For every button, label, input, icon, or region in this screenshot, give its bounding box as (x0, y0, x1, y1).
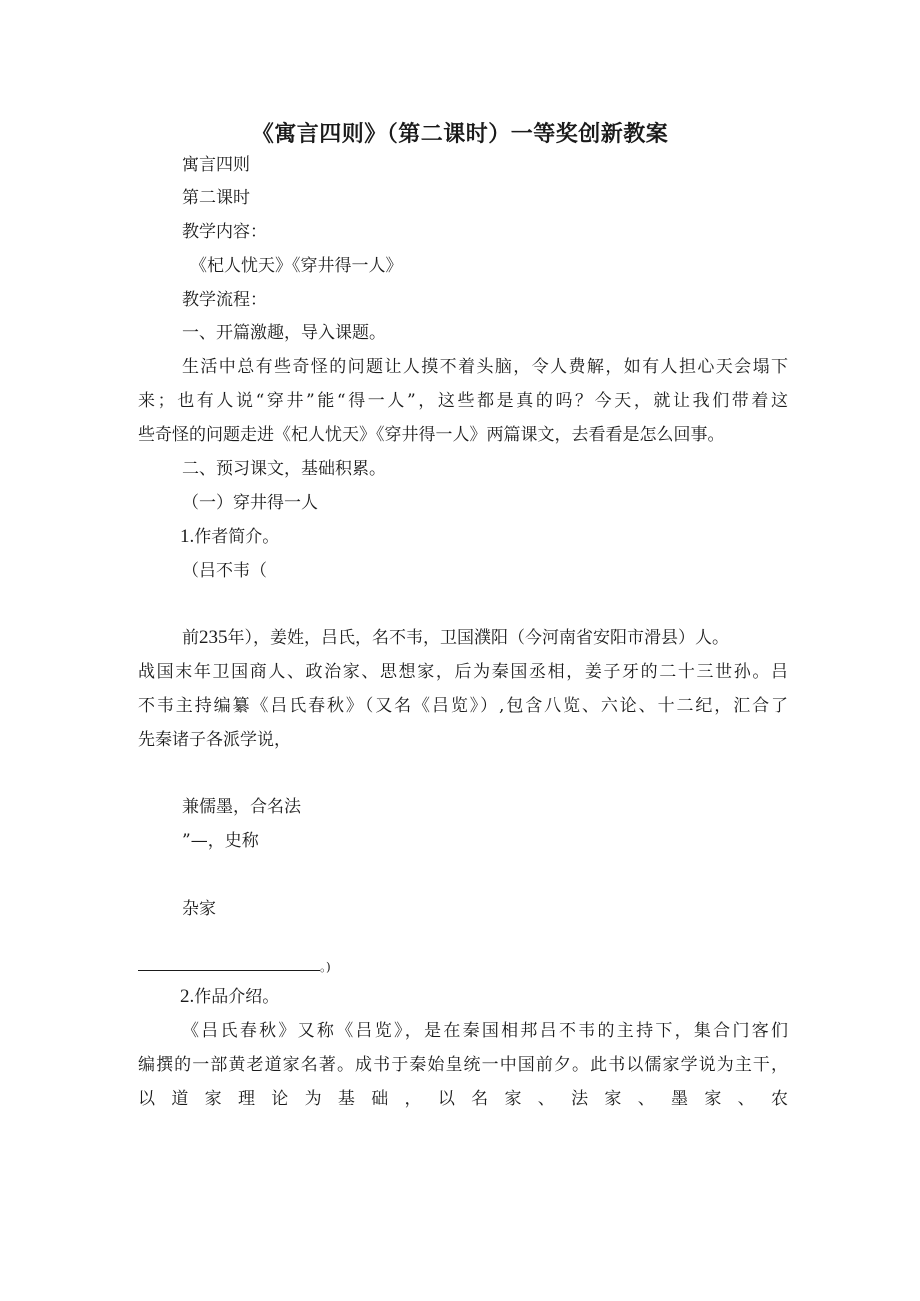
paragraph-author-line-3: 不韦主持编纂《吕氏春秋》（又名《吕览》）,包含八览、六论、十二纪，汇合了 (138, 696, 788, 716)
paragraph-work-line-2: 编撰的一部黄老道家名著。成书于秦始皇统一中国前夕。此书以儒家学说为主干， (138, 1055, 788, 1075)
item-heading-work (180, 986, 279, 1008)
fragment-line-2: ”—，史称 (182, 831, 259, 851)
heading-lesson-period: 第二课时 (182, 188, 250, 208)
item-label: 作者简介。 (194, 527, 280, 547)
heading-teaching-process: 教学流程： (182, 290, 267, 310)
heading-teaching-content: 教学内容： (182, 222, 267, 242)
paragraph-author-line-4: 先秦诸子各派学说， (138, 730, 291, 750)
fragment-line-3: 杂家 (182, 899, 216, 919)
text-fragment: 前 (182, 628, 199, 648)
blank-end-punctuation: 。) (320, 960, 331, 974)
section-heading-2: 二、预习课文，基础积累。 (182, 459, 386, 479)
paragraph-author-line-1 (182, 627, 729, 649)
year-number: 235 (199, 627, 228, 648)
item-heading-author (180, 526, 279, 548)
item-number: 2. (180, 986, 195, 1007)
paragraph-author-line-2: 战国末年卫国商人、政治家、思想家，后为秦国丞相，姜子牙的二十三世孙。吕 (138, 662, 788, 682)
paragraph-intro-line-2: 来；也有人说“穿井”能“得一人”，这些都是真的吗？今天，就让我们带着这 (138, 391, 788, 411)
paragraph-intro-line-3: 些奇怪的问题走进《杞人忧天》《穿井得一人》两篇课文，去看看是怎么回事。 (138, 425, 725, 445)
document-title: 《寓言四则》（第二课时）一等奖创新教案 (251, 122, 669, 147)
item-label: 作品介绍。 (194, 987, 280, 1007)
fill-in-blank-line (138, 969, 320, 971)
text-fragment: 年），姜姓，吕氏，名不韦，卫国濮阳（今河南省安阳市滑县）人。 (227, 628, 729, 648)
paragraph-work-line-1: 《吕氏春秋》又称《吕览》，是在秦国相邦吕不韦的主持下，集合门客们 (182, 1021, 788, 1041)
heading-lesson-name: 寓言四则 (182, 155, 250, 175)
paragraph-work-line-3: 以道家理论为基础，以名家、法家、墨家、农 (138, 1089, 788, 1109)
teaching-content-text: 《杞人忧天》《穿井得一人》 (190, 256, 403, 276)
paragraph-intro-line-1: 生活中总有些奇怪的问题让人摸不着头脑，令人费解，如有人担心天会塌下 (182, 357, 788, 377)
item-number: 1. (180, 526, 195, 547)
author-name-line: （吕不韦（ (182, 561, 267, 581)
section-heading-1: 一、开篇激趣，导入课题。 (182, 323, 386, 343)
fragment-line-1: 兼儒墨，合名法 (182, 797, 301, 817)
subsection-heading: （一）穿井得一人 (182, 493, 318, 513)
